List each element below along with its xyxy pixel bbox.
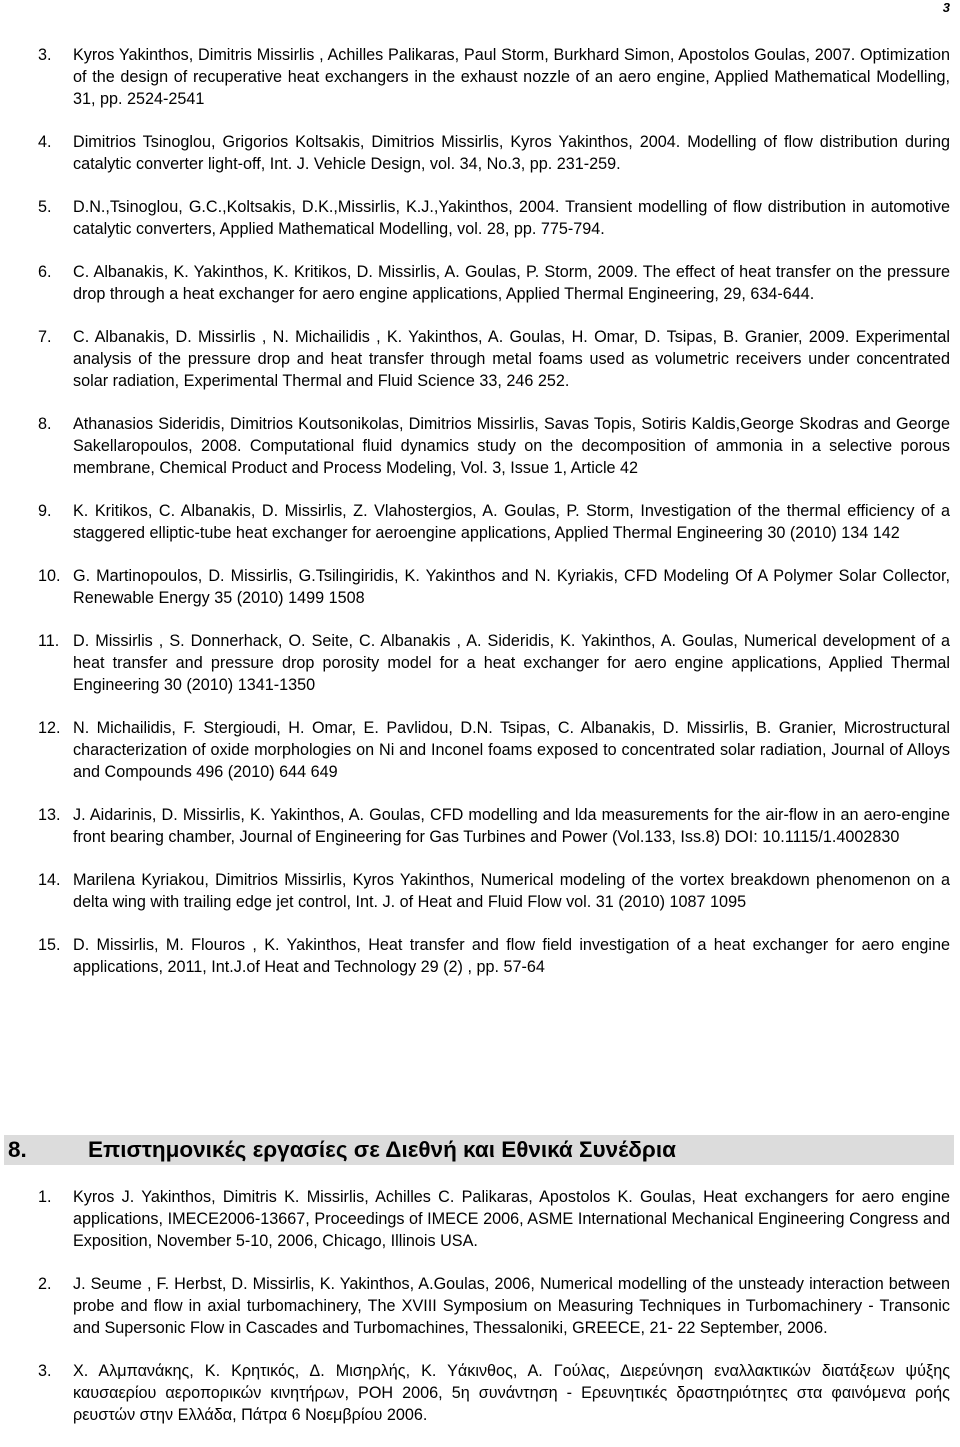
reference-number: 8. xyxy=(38,415,52,433)
reference-text: J. Seume , F. Herbst, D. Missirlis, K. Yakinthos, A.Goulas, 2006, Numerical modelling of the unsteady interaction between probe and flow in axial turbomachinery, The XVIII Symposium on Measuring Techniques in Turbomachinery - Transonic and Supersonic Flow in Cascades and Turbomachines, Thessaloniki, GREECE, 21- 22 September, 2006. xyxy=(73,1275,950,1337)
reference-text: D. Missirlis , S. Donnerhack, O. Seite, C. Albanakis , A. Sideridis, K. Yakinthos, A. Goulas, Numerical development of a heat transfer and pressure drop porosity model for a heat exchanger for aero engine applications, Applied Thermal Engineering 30 (2010) 1341-1350 xyxy=(73,632,950,694)
reference-text: Dimitrios Tsinoglou, Grigorios Koltsakis, Dimitrios Missirlis, Kyros Yakinthos, 2004. Modelling of flow distribution during catalytic converter light-off, Int. J. Vehicle Design, vol. 34, No.3, pp. 231-259. xyxy=(73,133,950,173)
reference-item xyxy=(38,413,950,479)
reference-item xyxy=(38,500,950,544)
reference-item xyxy=(38,934,950,978)
page-number: 3 xyxy=(942,0,950,15)
reference-number: 12. xyxy=(38,719,61,737)
section-title: Επιστημονικές εργασίες σε Διεθνή και Εθνικά Συνέδρια xyxy=(88,1137,676,1162)
reference-item xyxy=(38,261,950,305)
reference-item xyxy=(38,1186,950,1252)
reference-number: 3. xyxy=(38,46,52,64)
reference-item xyxy=(38,804,950,848)
reference-item xyxy=(38,630,950,696)
reference-text: G. Martinopoulos, D. Missirlis, G.Tsilingiridis, K. Yakinthos and N. Kyriakis, CFD Modeling Of A Polymer Solar Collector, Renewable Energy 35 (2010) 1499 1508 xyxy=(73,567,950,607)
reference-number: 7. xyxy=(38,328,52,346)
reference-item xyxy=(38,717,950,783)
reference-text: Χ. Αλμπανάκης, Κ. Κρητικός, Δ. Μισηρλής, Κ. Υάκινθος, Α. Γούλας, Διερεύνηση εναλλακτικών διατάξεων ψύξης καυσαερίου αεροπορικών κινητήρων, ΡΟΗ 2006, 5η συνάντηση - Ερευνητικές δραστηριότητες στα φαινόμενα ροής ρευστών στην Ελλάδα, Πάτρα 6 Νοεμβρίου 2006. xyxy=(73,1362,950,1424)
reference-text: K. Kritikos, C. Albanakis, D. Missirlis, Z. Vlahostergios, A. Goulas, P. Storm, Investigation of the thermal efficiency of a staggered elliptic-tube heat exchanger for aeroengine applications, Applied Thermal Engineering 30 (2010) 134 142 xyxy=(73,502,950,542)
journal-publications-list xyxy=(38,44,950,999)
reference-number: 6. xyxy=(38,263,52,281)
reference-text: D. Missirlis, M. Flouros , K. Yakinthos, Heat transfer and flow field investigation of a heat exchanger for aero engine applications, 2011, Int.J.of Heat and Technology 29 (2) , pp. 57-64 xyxy=(73,936,950,976)
reference-number: 9. xyxy=(38,502,52,520)
reference-item xyxy=(38,869,950,913)
reference-item xyxy=(38,1360,950,1426)
reference-text: Athanasios Sideridis, Dimitrios Koutsonikolas, Dimitrios Missirlis, Savas Topis, Sotiris Kaldis,George Skodras and George Sakellaropoulos, 2008. Computational fluid dynamics study on the decomposition of ammonia in a selective porous membrane, Chemical Product and Process Modeling, Vol. 3, Issue 1, Article 42 xyxy=(73,415,950,477)
reference-item xyxy=(38,196,950,240)
reference-number: 13. xyxy=(38,806,61,824)
reference-text: C. Albanakis, D. Missirlis , N. Michailidis , K. Yakinthos, A. Goulas, H. Omar, D. Tsipas, B. Granier, 2009. Experimental analysis of the pressure drop and heat transfer through metal foams used as volumetric receivers under concentrated solar radiation, Experimental Thermal and Fluid Science 33, 246 252. xyxy=(73,328,950,390)
reference-text: D.N.,Tsinoglou, G.C.,Koltsakis, D.K.,Missirlis, K.J.,Yakinthos, 2004. Transient modelling of flow distribution in automotive catalytic converters, Applied Mathematical Modelling, vol. 28, pp. 775-794. xyxy=(73,198,950,238)
reference-text: J. Aidarinis, D. Missirlis, K. Yakinthos, A. Goulas, CFD modelling and lda measurements for the air-flow in an aero-engine front bearing chamber, Journal of Engineering for Gas Turbines and Power (Vol.133, Iss.8) DOI: 10.1115/1.4002830 xyxy=(73,806,950,846)
reference-text: Marilena Kyriakou, Dimitrios Missirlis, Kyros Yakinthos, Numerical modeling of the vortex breakdown phenomenon on a delta wing with trailing edge jet control, Int. J. of Heat and Fluid Flow vol. 31 (2010) 1087 1095 xyxy=(73,871,950,911)
reference-number: 2. xyxy=(38,1275,52,1293)
reference-number: 10. xyxy=(38,567,61,585)
conference-publications-list xyxy=(38,1186,950,1447)
reference-text: Kyros J. Yakinthos, Dimitris K. Missirlis, Achilles C. Palikaras, Apostolos K. Goulas, Heat exchangers for aero engine applications, IMECE2006-13667, Proceedings of IMECE 2006, ASME International Mechanical Engineering Congress and Exposition, November 5-10, 2006, Chicago, Illinois USA. xyxy=(73,1188,950,1250)
reference-number: 11. xyxy=(38,632,60,650)
reference-number: 3. xyxy=(38,1362,52,1380)
reference-number: 14. xyxy=(38,871,61,889)
reference-text: N. Michailidis, F. Stergioudi, H. Omar, E. Pavlidou, D.N. Tsipas, C. Albanakis, D. Missirlis, B. Granier, Microstructural characterization of oxide morphologies on Ni and Inconel foams exposed to concentrated solar radiation, Journal of Alloys and Compounds 496 (2010) 644 649 xyxy=(73,719,950,781)
reference-item xyxy=(38,44,950,110)
reference-text: Kyros Yakinthos, Dimitris Missirlis , Achilles Palikaras, Paul Storm, Burkhard Simon, Apostolos Goulas, 2007. Optimization of the design of recuperative heat exchangers in the exhaust nozzle of an aero engine, Applied Mathematical Modelling, 31, pp. 2524-2541 xyxy=(73,46,950,108)
reference-number: 5. xyxy=(38,198,52,216)
reference-item xyxy=(38,131,950,175)
reference-text: C. Albanakis, K. Yakinthos, K. Kritikos, D. Missirlis, A. Goulas, P. Storm, 2009. The effect of heat transfer on the pressure drop through a heat exchanger for aero engine applications, Applied Thermal Engineering, 29, 634-644. xyxy=(73,263,950,303)
reference-number: 15. xyxy=(38,936,61,954)
reference-number: 4. xyxy=(38,133,52,151)
reference-number: 1. xyxy=(38,1188,52,1206)
section-number: 8. xyxy=(8,1137,27,1162)
reference-item xyxy=(38,1273,950,1339)
reference-item xyxy=(38,326,950,392)
reference-item xyxy=(38,565,950,609)
section-heading xyxy=(4,1135,954,1165)
